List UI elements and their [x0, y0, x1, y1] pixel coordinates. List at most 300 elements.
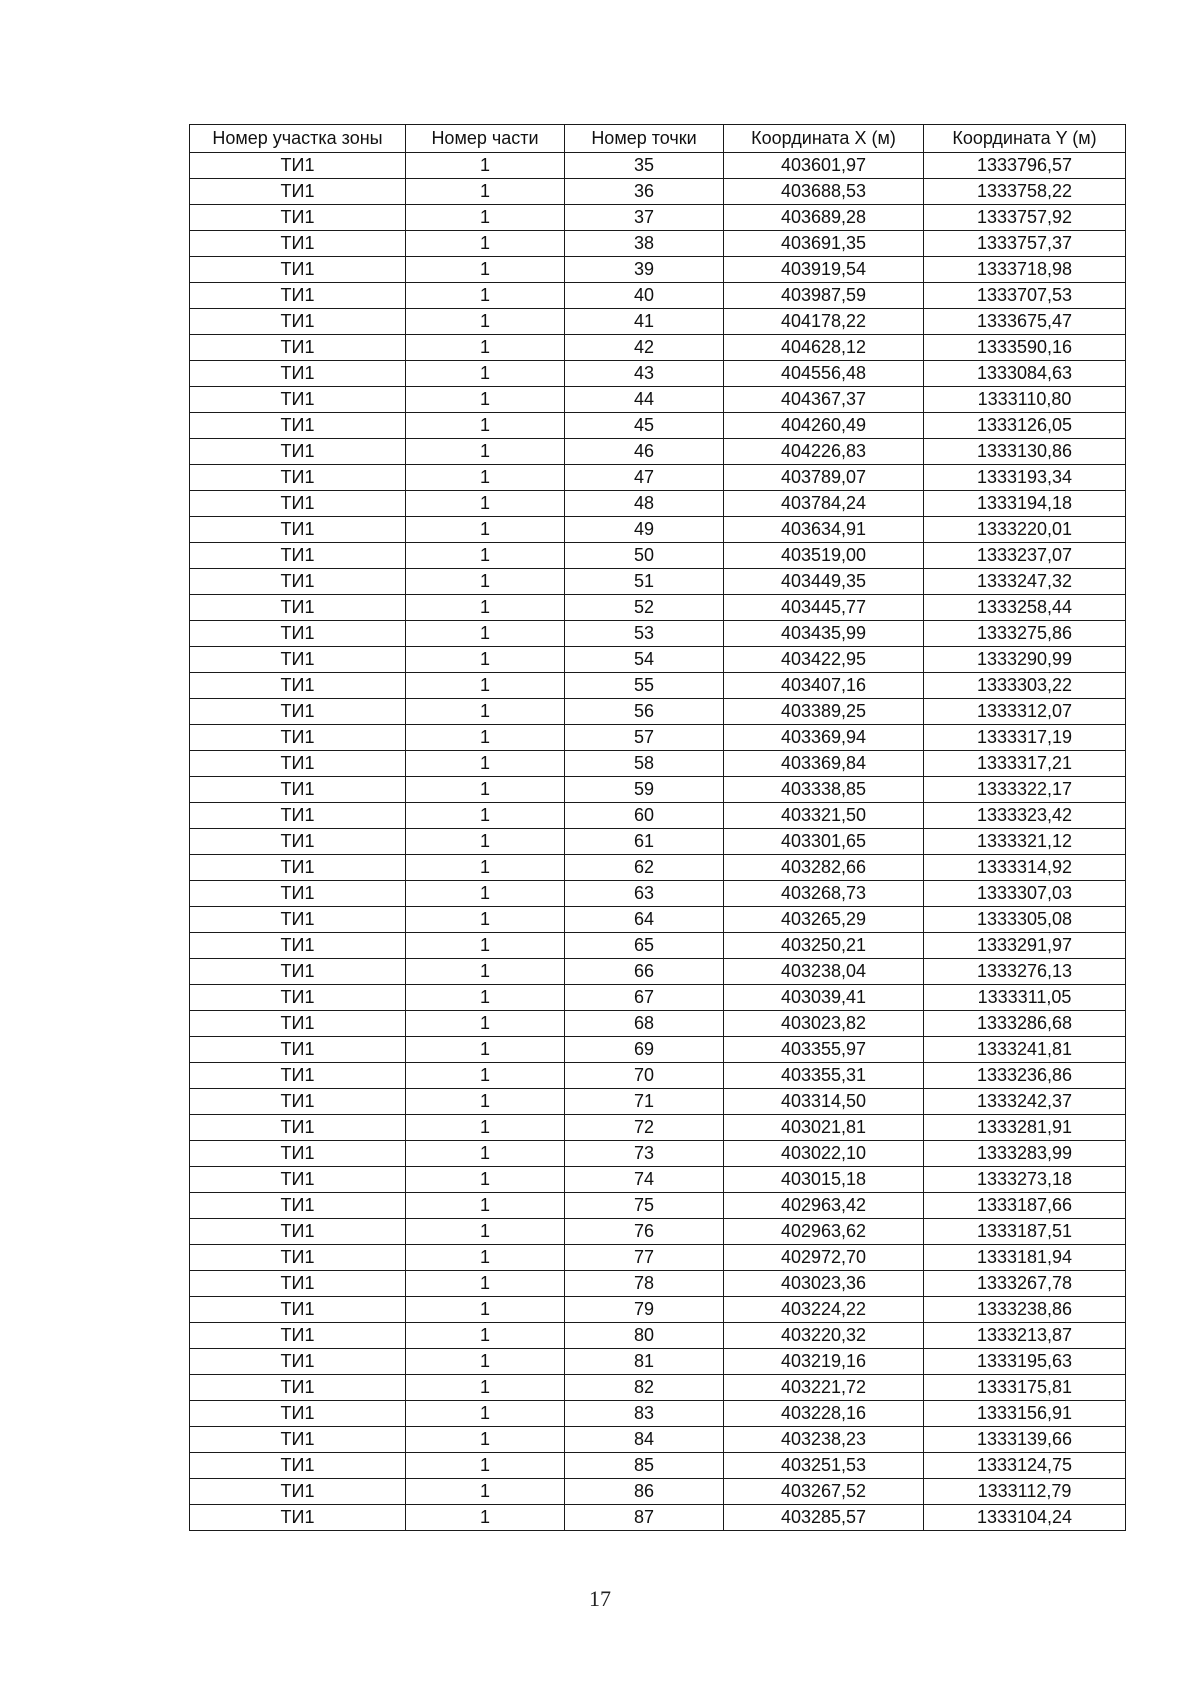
cell-coordinate-y: 1333314,92 — [924, 855, 1126, 881]
cell-coordinate-y: 1333193,34 — [924, 465, 1126, 491]
table-row — [190, 1245, 1126, 1271]
cell-coordinate-x: 403265,29 — [724, 907, 924, 933]
cell-coordinate-x: 403355,97 — [724, 1037, 924, 1063]
cell-point-number: 62 — [565, 855, 724, 881]
cell-zone-section: ТИ1 — [190, 673, 406, 699]
cell-point-number: 45 — [565, 413, 724, 439]
cell-point-number: 71 — [565, 1089, 724, 1115]
cell-coordinate-x: 403422,95 — [724, 647, 924, 673]
table-row — [190, 361, 1126, 387]
cell-part-number: 1 — [406, 1479, 565, 1505]
cell-coordinate-x: 404556,48 — [724, 361, 924, 387]
cell-point-number: 41 — [565, 309, 724, 335]
cell-coordinate-y: 1333305,08 — [924, 907, 1126, 933]
cell-point-number: 50 — [565, 543, 724, 569]
table-row — [190, 881, 1126, 907]
cell-point-number: 49 — [565, 517, 724, 543]
table-row — [190, 1375, 1126, 1401]
cell-coordinate-y: 1333124,75 — [924, 1453, 1126, 1479]
cell-coordinate-y: 1333276,13 — [924, 959, 1126, 985]
cell-point-number: 43 — [565, 361, 724, 387]
table-row — [190, 569, 1126, 595]
cell-zone-section: ТИ1 — [190, 283, 406, 309]
cell-part-number: 1 — [406, 387, 565, 413]
table-row — [190, 1089, 1126, 1115]
cell-coordinate-x: 403601,97 — [724, 153, 924, 179]
cell-zone-section: ТИ1 — [190, 491, 406, 517]
cell-part-number: 1 — [406, 1115, 565, 1141]
cell-zone-section: ТИ1 — [190, 1479, 406, 1505]
cell-part-number: 1 — [406, 257, 565, 283]
cell-coordinate-y: 1333156,91 — [924, 1401, 1126, 1427]
cell-coordinate-y: 1333286,68 — [924, 1011, 1126, 1037]
cell-zone-section: ТИ1 — [190, 1427, 406, 1453]
cell-coordinate-y: 1333181,94 — [924, 1245, 1126, 1271]
table-row — [190, 1115, 1126, 1141]
cell-point-number: 79 — [565, 1297, 724, 1323]
header-zone-section: Номер участка зоны — [190, 125, 406, 153]
page-number: 17 — [589, 1586, 611, 1611]
cell-point-number: 81 — [565, 1349, 724, 1375]
cell-coordinate-y: 1333707,53 — [924, 283, 1126, 309]
cell-part-number: 1 — [406, 621, 565, 647]
cell-part-number: 1 — [406, 179, 565, 205]
cell-point-number: 46 — [565, 439, 724, 465]
cell-zone-section: ТИ1 — [190, 855, 406, 881]
table-row — [190, 1219, 1126, 1245]
cell-zone-section: ТИ1 — [190, 439, 406, 465]
cell-zone-section: ТИ1 — [190, 1219, 406, 1245]
cell-point-number: 73 — [565, 1141, 724, 1167]
cell-zone-section: ТИ1 — [190, 1453, 406, 1479]
table-row — [190, 1505, 1126, 1531]
cell-part-number: 1 — [406, 1089, 565, 1115]
cell-coordinate-x: 404178,22 — [724, 309, 924, 335]
cell-coordinate-y: 1333323,42 — [924, 803, 1126, 829]
cell-part-number: 1 — [406, 1297, 565, 1323]
cell-zone-section: ТИ1 — [190, 1349, 406, 1375]
cell-coordinate-x: 403369,94 — [724, 725, 924, 751]
cell-point-number: 74 — [565, 1167, 724, 1193]
table-body — [190, 153, 1126, 1531]
cell-zone-section: ТИ1 — [190, 1245, 406, 1271]
cell-part-number: 1 — [406, 413, 565, 439]
cell-point-number: 80 — [565, 1323, 724, 1349]
cell-zone-section: ТИ1 — [190, 1401, 406, 1427]
cell-coordinate-x: 403251,53 — [724, 1453, 924, 1479]
cell-point-number: 58 — [565, 751, 724, 777]
table-row — [190, 153, 1126, 179]
table-row — [190, 933, 1126, 959]
cell-coordinate-y: 1333312,07 — [924, 699, 1126, 725]
cell-coordinate-x: 403445,77 — [724, 595, 924, 621]
cell-coordinate-x: 403784,24 — [724, 491, 924, 517]
table-row — [190, 829, 1126, 855]
cell-point-number: 87 — [565, 1505, 724, 1531]
cell-point-number: 42 — [565, 335, 724, 361]
cell-coordinate-x: 403039,41 — [724, 985, 924, 1011]
cell-coordinate-y: 1333303,22 — [924, 673, 1126, 699]
cell-zone-section: ТИ1 — [190, 1505, 406, 1531]
table-row — [190, 491, 1126, 517]
cell-coordinate-y: 1333175,81 — [924, 1375, 1126, 1401]
cell-zone-section: ТИ1 — [190, 1323, 406, 1349]
cell-point-number: 67 — [565, 985, 724, 1011]
cell-part-number: 1 — [406, 569, 565, 595]
table-row — [190, 985, 1126, 1011]
cell-coordinate-y: 1333718,98 — [924, 257, 1126, 283]
cell-coordinate-y: 1333267,78 — [924, 1271, 1126, 1297]
cell-point-number: 38 — [565, 231, 724, 257]
cell-point-number: 85 — [565, 1453, 724, 1479]
table-row — [190, 179, 1126, 205]
cell-part-number: 1 — [406, 153, 565, 179]
cell-coordinate-y: 1333796,57 — [924, 153, 1126, 179]
cell-coordinate-y: 1333112,79 — [924, 1479, 1126, 1505]
cell-zone-section: ТИ1 — [190, 907, 406, 933]
cell-part-number: 1 — [406, 335, 565, 361]
cell-coordinate-x: 403267,52 — [724, 1479, 924, 1505]
cell-coordinate-y: 1333194,18 — [924, 491, 1126, 517]
cell-zone-section: ТИ1 — [190, 465, 406, 491]
cell-part-number: 1 — [406, 1427, 565, 1453]
cell-zone-section: ТИ1 — [190, 751, 406, 777]
cell-coordinate-x: 404628,12 — [724, 335, 924, 361]
cell-coordinate-y: 1333236,86 — [924, 1063, 1126, 1089]
cell-point-number: 57 — [565, 725, 724, 751]
table-row — [190, 1063, 1126, 1089]
table-row — [190, 699, 1126, 725]
cell-part-number: 1 — [406, 595, 565, 621]
cell-part-number: 1 — [406, 231, 565, 257]
cell-coordinate-x: 403021,81 — [724, 1115, 924, 1141]
cell-zone-section: ТИ1 — [190, 387, 406, 413]
cell-point-number: 51 — [565, 569, 724, 595]
cell-part-number: 1 — [406, 699, 565, 725]
cell-part-number: 1 — [406, 1193, 565, 1219]
cell-coordinate-x: 403407,16 — [724, 673, 924, 699]
cell-zone-section: ТИ1 — [190, 777, 406, 803]
cell-coordinate-x: 403224,22 — [724, 1297, 924, 1323]
cell-coordinate-y: 1333307,03 — [924, 881, 1126, 907]
cell-coordinate-y: 1333084,63 — [924, 361, 1126, 387]
cell-coordinate-y: 1333247,32 — [924, 569, 1126, 595]
cell-part-number: 1 — [406, 829, 565, 855]
cell-point-number: 60 — [565, 803, 724, 829]
cell-coordinate-y: 1333757,92 — [924, 205, 1126, 231]
table-row — [190, 803, 1126, 829]
cell-coordinate-y: 1333238,86 — [924, 1297, 1126, 1323]
cell-point-number: 55 — [565, 673, 724, 699]
table-row — [190, 1401, 1126, 1427]
cell-point-number: 69 — [565, 1037, 724, 1063]
table-row — [190, 1011, 1126, 1037]
cell-zone-section: ТИ1 — [190, 335, 406, 361]
cell-coordinate-y: 1333322,17 — [924, 777, 1126, 803]
table-row — [190, 439, 1126, 465]
cell-coordinate-x: 403238,23 — [724, 1427, 924, 1453]
cell-zone-section: ТИ1 — [190, 543, 406, 569]
cell-zone-section: ТИ1 — [190, 231, 406, 257]
cell-zone-section: ТИ1 — [190, 803, 406, 829]
cell-coordinate-x: 403789,07 — [724, 465, 924, 491]
cell-zone-section: ТИ1 — [190, 1297, 406, 1323]
cell-coordinate-x: 403022,10 — [724, 1141, 924, 1167]
cell-part-number: 1 — [406, 283, 565, 309]
cell-coordinate-x: 402963,42 — [724, 1193, 924, 1219]
table-row — [190, 283, 1126, 309]
cell-zone-section: ТИ1 — [190, 1037, 406, 1063]
header-part-number: Номер части — [406, 125, 565, 153]
cell-coordinate-y: 1333242,37 — [924, 1089, 1126, 1115]
table-row — [190, 647, 1126, 673]
cell-zone-section: ТИ1 — [190, 1141, 406, 1167]
cell-point-number: 54 — [565, 647, 724, 673]
cell-point-number: 44 — [565, 387, 724, 413]
cell-part-number: 1 — [406, 647, 565, 673]
cell-point-number: 37 — [565, 205, 724, 231]
cell-point-number: 48 — [565, 491, 724, 517]
cell-coordinate-y: 1333757,37 — [924, 231, 1126, 257]
cell-point-number: 52 — [565, 595, 724, 621]
cell-coordinate-x: 403389,25 — [724, 699, 924, 725]
table-row — [190, 1479, 1126, 1505]
table-row — [190, 413, 1126, 439]
table-row — [190, 231, 1126, 257]
cell-point-number: 59 — [565, 777, 724, 803]
cell-coordinate-y: 1333187,66 — [924, 1193, 1126, 1219]
cell-zone-section: ТИ1 — [190, 621, 406, 647]
cell-point-number: 65 — [565, 933, 724, 959]
cell-part-number: 1 — [406, 1167, 565, 1193]
cell-coordinate-y: 1333126,05 — [924, 413, 1126, 439]
table-row — [190, 387, 1126, 413]
cell-coordinate-x: 403355,31 — [724, 1063, 924, 1089]
coordinates-table — [189, 124, 1126, 1531]
table-row — [190, 673, 1126, 699]
cell-part-number: 1 — [406, 777, 565, 803]
cell-part-number: 1 — [406, 673, 565, 699]
cell-coordinate-x: 403023,36 — [724, 1271, 924, 1297]
cell-zone-section: ТИ1 — [190, 1375, 406, 1401]
table-row — [190, 257, 1126, 283]
cell-coordinate-y: 1333758,22 — [924, 179, 1126, 205]
cell-part-number: 1 — [406, 1141, 565, 1167]
cell-coordinate-x: 403449,35 — [724, 569, 924, 595]
cell-part-number: 1 — [406, 517, 565, 543]
cell-part-number: 1 — [406, 309, 565, 335]
cell-zone-section: ТИ1 — [190, 205, 406, 231]
cell-point-number: 68 — [565, 1011, 724, 1037]
cell-coordinate-y: 1333104,24 — [924, 1505, 1126, 1531]
cell-coordinate-x: 402972,70 — [724, 1245, 924, 1271]
cell-zone-section: ТИ1 — [190, 361, 406, 387]
table-row — [190, 1141, 1126, 1167]
cell-coordinate-y: 1333220,01 — [924, 517, 1126, 543]
cell-part-number: 1 — [406, 543, 565, 569]
table-row — [190, 1297, 1126, 1323]
cell-point-number: 36 — [565, 179, 724, 205]
cell-coordinate-x: 403285,57 — [724, 1505, 924, 1531]
cell-coordinate-x: 403321,50 — [724, 803, 924, 829]
cell-coordinate-x: 403314,50 — [724, 1089, 924, 1115]
cell-point-number: 66 — [565, 959, 724, 985]
table-row — [190, 751, 1126, 777]
cell-point-number: 82 — [565, 1375, 724, 1401]
cell-coordinate-y: 1333317,21 — [924, 751, 1126, 777]
cell-coordinate-x: 403987,59 — [724, 283, 924, 309]
table-row — [190, 595, 1126, 621]
cell-zone-section: ТИ1 — [190, 569, 406, 595]
cell-zone-section: ТИ1 — [190, 1193, 406, 1219]
cell-part-number: 1 — [406, 1505, 565, 1531]
cell-coordinate-y: 1333187,51 — [924, 1219, 1126, 1245]
cell-coordinate-x: 403435,99 — [724, 621, 924, 647]
cell-part-number: 1 — [406, 465, 565, 491]
cell-coordinate-x: 402963,62 — [724, 1219, 924, 1245]
table-row — [190, 1271, 1126, 1297]
table-row — [190, 1349, 1126, 1375]
cell-zone-section: ТИ1 — [190, 1089, 406, 1115]
table-row — [190, 959, 1126, 985]
cell-coordinate-x: 403228,16 — [724, 1401, 924, 1427]
table-row — [190, 1323, 1126, 1349]
cell-point-number: 75 — [565, 1193, 724, 1219]
cell-coordinate-x: 403634,91 — [724, 517, 924, 543]
cell-point-number: 83 — [565, 1401, 724, 1427]
cell-coordinate-x: 403688,53 — [724, 179, 924, 205]
header-row — [190, 125, 1126, 153]
cell-part-number: 1 — [406, 1219, 565, 1245]
cell-coordinate-y: 1333283,99 — [924, 1141, 1126, 1167]
cell-point-number: 47 — [565, 465, 724, 491]
cell-coordinate-y: 1333130,86 — [924, 439, 1126, 465]
cell-coordinate-x: 404226,83 — [724, 439, 924, 465]
cell-point-number: 40 — [565, 283, 724, 309]
cell-part-number: 1 — [406, 1245, 565, 1271]
table-row — [190, 621, 1126, 647]
cell-part-number: 1 — [406, 1063, 565, 1089]
cell-coordinate-x: 403220,32 — [724, 1323, 924, 1349]
cell-point-number: 84 — [565, 1427, 724, 1453]
cell-point-number: 63 — [565, 881, 724, 907]
cell-coordinate-y: 1333237,07 — [924, 543, 1126, 569]
cell-part-number: 1 — [406, 205, 565, 231]
cell-coordinate-x: 403250,21 — [724, 933, 924, 959]
cell-part-number: 1 — [406, 1349, 565, 1375]
cell-zone-section: ТИ1 — [190, 699, 406, 725]
cell-coordinate-y: 1333281,91 — [924, 1115, 1126, 1141]
cell-coordinate-y: 1333110,80 — [924, 387, 1126, 413]
cell-part-number: 1 — [406, 933, 565, 959]
cell-point-number: 53 — [565, 621, 724, 647]
cell-point-number: 39 — [565, 257, 724, 283]
cell-part-number: 1 — [406, 1375, 565, 1401]
cell-zone-section: ТИ1 — [190, 1271, 406, 1297]
cell-zone-section: ТИ1 — [190, 413, 406, 439]
cell-coordinate-y: 1333291,97 — [924, 933, 1126, 959]
cell-coordinate-y: 1333321,12 — [924, 829, 1126, 855]
cell-zone-section: ТИ1 — [190, 829, 406, 855]
cell-coordinate-x: 403338,85 — [724, 777, 924, 803]
cell-point-number: 70 — [565, 1063, 724, 1089]
header-point-number: Номер точки — [565, 125, 724, 153]
cell-zone-section: ТИ1 — [190, 647, 406, 673]
cell-coordinate-x: 403519,00 — [724, 543, 924, 569]
cell-coordinate-y: 1333273,18 — [924, 1167, 1126, 1193]
cell-part-number: 1 — [406, 1271, 565, 1297]
cell-point-number: 35 — [565, 153, 724, 179]
cell-zone-section: ТИ1 — [190, 257, 406, 283]
cell-part-number: 1 — [406, 725, 565, 751]
cell-point-number: 78 — [565, 1271, 724, 1297]
cell-zone-section: ТИ1 — [190, 179, 406, 205]
cell-part-number: 1 — [406, 985, 565, 1011]
table-row — [190, 777, 1126, 803]
cell-point-number: 76 — [565, 1219, 724, 1245]
cell-coordinate-y: 1333139,66 — [924, 1427, 1126, 1453]
cell-coordinate-y: 1333675,47 — [924, 309, 1126, 335]
table-row — [190, 517, 1126, 543]
cell-coordinate-y: 1333590,16 — [924, 335, 1126, 361]
cell-part-number: 1 — [406, 751, 565, 777]
cell-coordinate-y: 1333195,63 — [924, 1349, 1126, 1375]
table-row — [190, 725, 1126, 751]
cell-point-number: 56 — [565, 699, 724, 725]
cell-coordinate-x: 403238,04 — [724, 959, 924, 985]
table-row — [190, 1193, 1126, 1219]
cell-zone-section: ТИ1 — [190, 959, 406, 985]
cell-coordinate-y: 1333213,87 — [924, 1323, 1126, 1349]
cell-part-number: 1 — [406, 1453, 565, 1479]
cell-part-number: 1 — [406, 491, 565, 517]
cell-part-number: 1 — [406, 907, 565, 933]
table-row — [190, 309, 1126, 335]
cell-zone-section: ТИ1 — [190, 1167, 406, 1193]
table-row — [190, 1453, 1126, 1479]
cell-coordinate-x: 403023,82 — [724, 1011, 924, 1037]
cell-point-number: 86 — [565, 1479, 724, 1505]
cell-coordinate-x: 403301,65 — [724, 829, 924, 855]
cell-coordinate-x: 403369,84 — [724, 751, 924, 777]
cell-zone-section: ТИ1 — [190, 881, 406, 907]
cell-part-number: 1 — [406, 959, 565, 985]
cell-coordinate-x: 403919,54 — [724, 257, 924, 283]
cell-zone-section: ТИ1 — [190, 1011, 406, 1037]
cell-coordinate-y: 1333317,19 — [924, 725, 1126, 751]
cell-zone-section: ТИ1 — [190, 595, 406, 621]
cell-coordinate-x: 403689,28 — [724, 205, 924, 231]
cell-coordinate-x: 403015,18 — [724, 1167, 924, 1193]
cell-point-number: 61 — [565, 829, 724, 855]
cell-coordinate-y: 1333241,81 — [924, 1037, 1126, 1063]
table-row — [190, 465, 1126, 491]
cell-part-number: 1 — [406, 803, 565, 829]
table-row — [190, 855, 1126, 881]
cell-part-number: 1 — [406, 1011, 565, 1037]
cell-coordinate-x: 404260,49 — [724, 413, 924, 439]
table-row — [190, 1167, 1126, 1193]
cell-zone-section: ТИ1 — [190, 985, 406, 1011]
cell-coordinate-y: 1333258,44 — [924, 595, 1126, 621]
table-row — [190, 205, 1126, 231]
table-row — [190, 543, 1126, 569]
cell-coordinate-x: 403691,35 — [724, 231, 924, 257]
cell-coordinate-y: 1333311,05 — [924, 985, 1126, 1011]
cell-coordinate-y: 1333275,86 — [924, 621, 1126, 647]
cell-coordinate-x: 403282,66 — [724, 855, 924, 881]
cell-part-number: 1 — [406, 855, 565, 881]
